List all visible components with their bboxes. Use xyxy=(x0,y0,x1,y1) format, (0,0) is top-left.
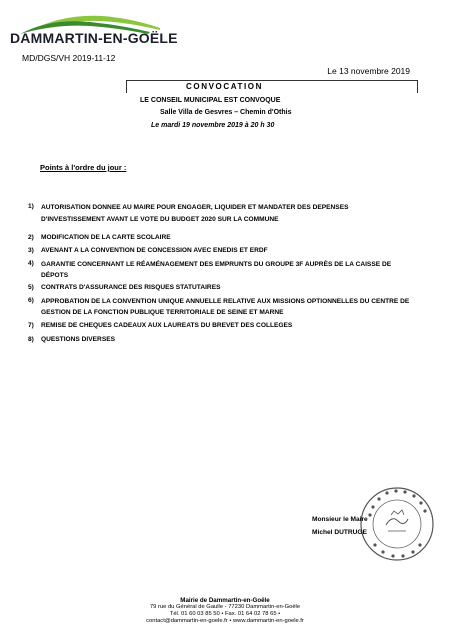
agenda-heading: Points à l'ordre du jour : xyxy=(40,163,127,172)
agenda-item-text: APPROBATION DE LA CONVENTION UNIQUE ANNUELLE RELATIVE AUX MISSIONS OPTIONNELLES DU CENTRE DE GESTION DE LA FONCTION PUBLIQUE TERRITORIALE DE SEINE ET MARNE xyxy=(41,298,410,316)
footer-phone: Tél. 01 60 03 85 50 • Fax. 01 64 02 78 65 • xyxy=(169,611,281,617)
footer-address: 79 rue du Général de Gaulle - 77230 Dammartin-en-Goële xyxy=(149,604,301,610)
agenda-item-text: CONTRATS D'ASSURANCE DES RISQUES STATUTAIRES xyxy=(41,284,221,291)
logo-text: DAMMARTIN-EN-GOËLE xyxy=(10,30,178,46)
agenda-item-number: 5) xyxy=(28,284,34,291)
agenda-item-number: 4) xyxy=(28,260,34,267)
agenda-item-text: REMISE DE CHEQUES CADEAUX AUX LAUREATS DU BREVET DES COLLEGES xyxy=(41,322,293,329)
seal-icon xyxy=(358,485,436,563)
agenda-item-number: 2) xyxy=(28,234,34,241)
agenda-item-number: 1) xyxy=(28,203,34,210)
convocation-datetime: Le mardi 19 novembre 2019 à 20 h 30 xyxy=(151,122,275,129)
agenda-item-text: QUESTIONS DIVERSES xyxy=(41,336,116,343)
town-logo xyxy=(10,8,185,48)
agenda-item-number: 3) xyxy=(28,247,34,254)
agenda-item-number: 8) xyxy=(28,336,34,343)
signature-name: Michel DUTRUGE xyxy=(312,529,367,536)
convocation-box xyxy=(126,80,418,93)
document-date: Le 13 novembre 2019 xyxy=(327,66,410,76)
footer-town-hall: Mairie de Dammartin-en-Goële xyxy=(180,597,270,604)
official-stamp xyxy=(358,485,436,563)
agenda-item-number: 6) xyxy=(28,297,34,304)
agenda-item-number: 7) xyxy=(28,322,34,329)
footer-contact: contact@dammartin-en-goele.fr • www.dammartin-en-goele.fr xyxy=(146,618,304,624)
convocation-title: CONVOCATION xyxy=(186,82,264,91)
convocation-subtitle: LE CONSEIL MUNICIPAL EST CONVOQUE xyxy=(140,97,281,104)
signature-title: Monsieur le Maire xyxy=(312,516,368,523)
convocation-location: Salle Villa de Gesvres – Chemin d'Othis xyxy=(160,109,292,116)
reference-number: MD/DGS/VH 2019-11-12 xyxy=(22,53,116,63)
agenda-item-text: GARANTIE CONCERNANT LE RÉAMÉNAGEMENT DES EMPRUNTS DU GROUPE 3F AUPRÈS DE LA CAISSE DE DÉPOTS xyxy=(41,261,392,279)
agenda-item-text: MODIFICATION DE LA CARTE SCOLAIRE xyxy=(41,234,171,241)
agenda-item-text: AVENANT A LA CONVENTION DE CONCESSION AVEC ENEDIS ET ERDF xyxy=(41,247,268,254)
agenda-item-text: AUTORISATION DONNEE AU MAIRE POUR ENGAGER, LIQUIDER ET MANDATER DES DEPENSES D'INVESTISSEMENT AVANT LE VOTE DU BUDGET 2020 SUR LA COMMUNE xyxy=(41,204,349,223)
